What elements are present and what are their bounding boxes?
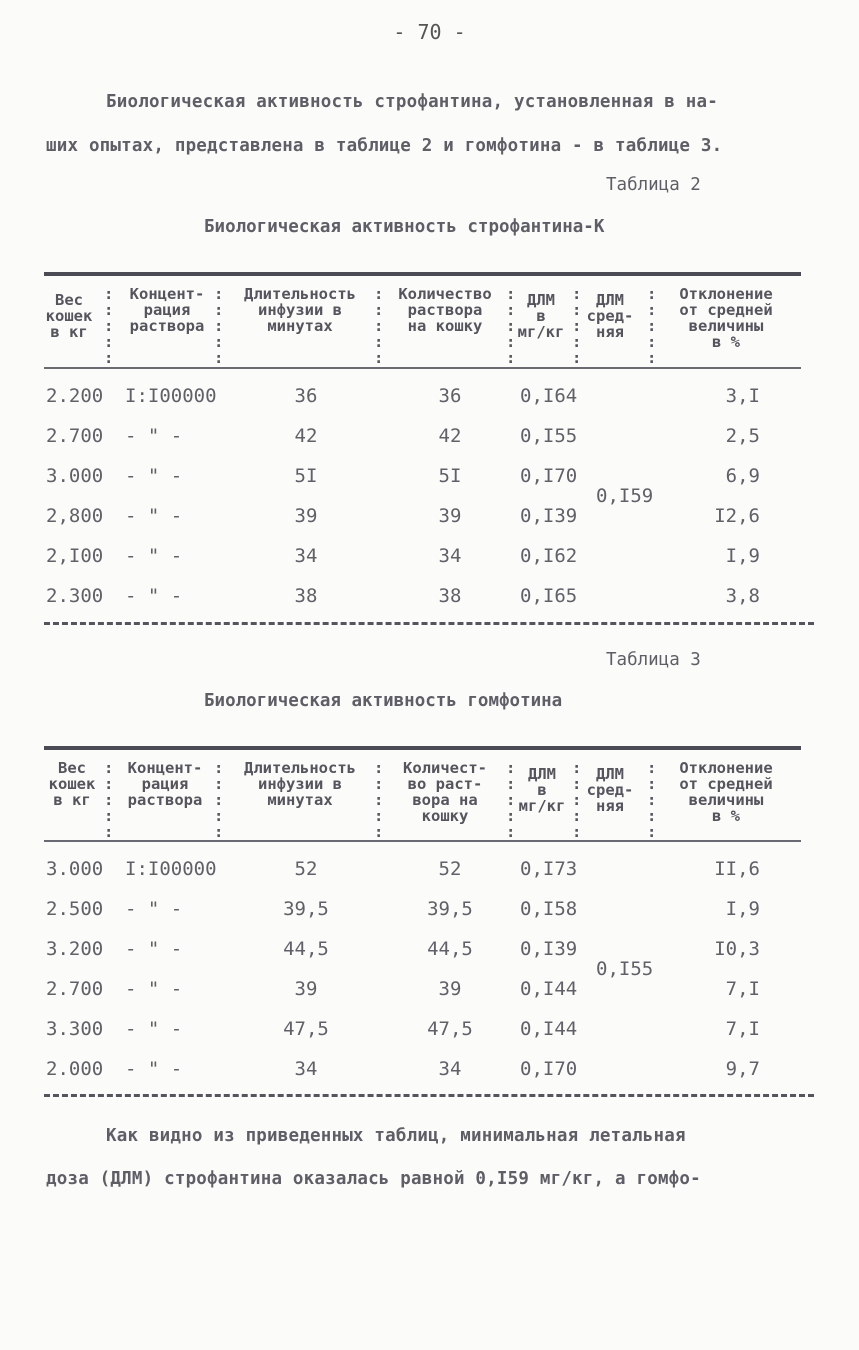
cell-dlm: 0,I58 — [520, 898, 578, 920]
table3-col-separator: : : : : : — [214, 759, 224, 841]
table2-col-separator: : : : : : — [374, 285, 384, 367]
closing-line-2: доза (ДЛМ) строфантина оказалась равной 0,I59 мг/кг, а гомфо- — [46, 1169, 701, 1189]
table3-header-dlm: ДЛМ в мг/кг — [518, 765, 566, 815]
cell-deviation: I2,6 — [714, 505, 760, 527]
cell-weight: 3.000 — [46, 858, 104, 880]
cell-deviation: 3,I — [725, 385, 760, 407]
cell-dlm: 0,I62 — [520, 545, 578, 567]
cell-dlm: 0,I73 — [520, 858, 578, 880]
table2-header-dlm-mean: ДЛМ сред- няя — [586, 291, 634, 341]
table3-col-separator: : : : : : — [104, 759, 114, 841]
table2-header-deviation: Отклонение от средней величины в % — [679, 285, 773, 351]
cell-concentration: I:I00000 — [125, 858, 217, 880]
table3-label: Таблица 3 — [606, 650, 701, 670]
table3-header-duration: Длительность инфузии в минутах — [244, 759, 356, 809]
cell-dlm: 0,I55 — [520, 425, 578, 447]
cell-deviation: II,6 — [714, 858, 760, 880]
cell-deviation: I,9 — [725, 545, 760, 567]
cell-volume: 34 — [438, 545, 462, 567]
cell-concentration: - " - — [125, 465, 183, 487]
cell-dlm: 0,I44 — [520, 978, 578, 1000]
table2-header-rule — [44, 367, 801, 369]
cell-concentration: - " - — [125, 585, 183, 607]
cell-deviation: 6,9 — [725, 465, 760, 487]
table3-bottom-rule — [44, 1094, 814, 1097]
cell-weight: 2.300 — [46, 585, 104, 607]
table3-header-weight: Вес кошек в кг — [48, 759, 96, 809]
table3-col-separator: : : : : : — [506, 759, 516, 841]
cell-dlm: 0,I39 — [520, 938, 578, 960]
table3-header-dlm-mean: ДЛМ сред- няя — [586, 765, 634, 815]
cell-concentration: - " - — [125, 978, 183, 1000]
cell-weight: 2.500 — [46, 898, 104, 920]
cell-concentration: - " - — [125, 1058, 183, 1080]
cell-dlm: 0,I70 — [520, 1058, 578, 1080]
cell-volume: 38 — [438, 585, 462, 607]
intro-line-1: Биологическая активность строфантина, установленная в на- — [106, 92, 718, 112]
cell-weight: 2.000 — [46, 1058, 104, 1080]
table3-header-deviation: Отклонение от средней величины в % — [679, 759, 773, 825]
cell-volume: 52 — [438, 858, 462, 880]
cell-duration: 39 — [294, 978, 318, 1000]
cell-duration: 44,5 — [283, 938, 329, 960]
cell-volume: 44,5 — [427, 938, 473, 960]
cell-duration: 47,5 — [283, 1018, 329, 1040]
table3-top-rule — [44, 746, 801, 750]
table3-header-volume: Количест- во раст- вора на кошку — [403, 759, 487, 825]
cell-deviation: I,9 — [725, 898, 760, 920]
cell-duration: 5I — [294, 465, 318, 487]
cell-dlm: 0,I65 — [520, 585, 578, 607]
cell-concentration: - " - — [125, 425, 183, 447]
cell-volume: 34 — [438, 1058, 462, 1080]
cell-weight: 2,I00 — [46, 545, 104, 567]
table2-bottom-rule — [44, 622, 814, 625]
cell-concentration: - " - — [125, 505, 183, 527]
table2-col-separator: : : : : : — [572, 285, 582, 367]
cell-concentration: - " - — [125, 938, 183, 960]
cell-volume: 39 — [438, 978, 462, 1000]
cell-deviation: 3,8 — [725, 585, 760, 607]
table3-header-rule — [44, 840, 801, 842]
cell-volume: 47,5 — [427, 1018, 473, 1040]
table3-dlm-mean: 0,I55 — [596, 958, 654, 980]
cell-deviation: 7,I — [725, 978, 760, 1000]
cell-duration: 34 — [294, 1058, 318, 1080]
table2-header-duration: Длительность инфузии в минутах — [244, 285, 356, 335]
table3-title: Биологическая активность гомфотина — [204, 691, 563, 711]
cell-dlm: 0,I64 — [520, 385, 578, 407]
cell-weight: 2,800 — [46, 505, 104, 527]
cell-deviation: I0,3 — [714, 938, 760, 960]
cell-duration: 34 — [294, 545, 318, 567]
table2-col-separator: : : : : : — [647, 285, 657, 367]
cell-duration: 39,5 — [283, 898, 329, 920]
cell-duration: 52 — [294, 858, 318, 880]
cell-concentration: - " - — [125, 898, 183, 920]
cell-deviation: 9,7 — [725, 1058, 760, 1080]
table2-top-rule — [44, 272, 801, 276]
cell-dlm: 0,I44 — [520, 1018, 578, 1040]
table2-header-weight: Вес кошек в кг — [45, 291, 93, 341]
cell-concentration: I:I00000 — [125, 385, 217, 407]
table2-header-volume: Количество раствора на кошку — [398, 285, 492, 335]
table3-col-separator: : : : : : — [374, 759, 384, 841]
cell-weight: 2.700 — [46, 978, 104, 1000]
cell-duration: 42 — [294, 425, 318, 447]
table3-header-concentration: Концент- рация раствора — [127, 759, 203, 809]
cell-volume: 36 — [438, 385, 462, 407]
cell-duration: 39 — [294, 505, 318, 527]
cell-duration: 36 — [294, 385, 318, 407]
cell-duration: 38 — [294, 585, 318, 607]
cell-deviation: 7,I — [725, 1018, 760, 1040]
table2-col-separator: : : : : : — [506, 285, 516, 367]
intro-line-2: ших опытах, представлена в таблице 2 и гомфотина - в таблице 3. — [46, 136, 723, 156]
table2-col-separator: : : : : : — [104, 285, 114, 367]
cell-dlm: 0,I70 — [520, 465, 578, 487]
cell-weight: 2.700 — [46, 425, 104, 447]
cell-weight: 3.000 — [46, 465, 104, 487]
cell-dlm: 0,I39 — [520, 505, 578, 527]
cell-volume: 42 — [438, 425, 462, 447]
table2-header-dlm: ДЛМ в мг/кг — [517, 291, 565, 341]
cell-concentration: - " - — [125, 545, 183, 567]
cell-volume: 39,5 — [427, 898, 473, 920]
cell-deviation: 2,5 — [725, 425, 760, 447]
closing-line-1: Как видно из приведенных таблиц, минимальная летальная — [106, 1126, 686, 1146]
cell-weight: 2.200 — [46, 385, 104, 407]
cell-weight: 3.200 — [46, 938, 104, 960]
table2-title: Биологическая активность строфантина-К — [204, 217, 605, 237]
cell-weight: 3.300 — [46, 1018, 104, 1040]
page-number: - 70 - — [393, 20, 466, 44]
cell-volume: 5I — [438, 465, 462, 487]
table2-label: Таблица 2 — [606, 175, 701, 195]
table2-dlm-mean: 0,I59 — [596, 485, 654, 507]
table3-col-separator: : : : : : — [647, 759, 657, 841]
table2-header-concentration: Концент- рация раствора — [129, 285, 205, 335]
cell-volume: 39 — [438, 505, 462, 527]
table2-col-separator: : : : : : — [214, 285, 224, 367]
cell-concentration: - " - — [125, 1018, 183, 1040]
table3-col-separator: : : : : : — [572, 759, 582, 841]
